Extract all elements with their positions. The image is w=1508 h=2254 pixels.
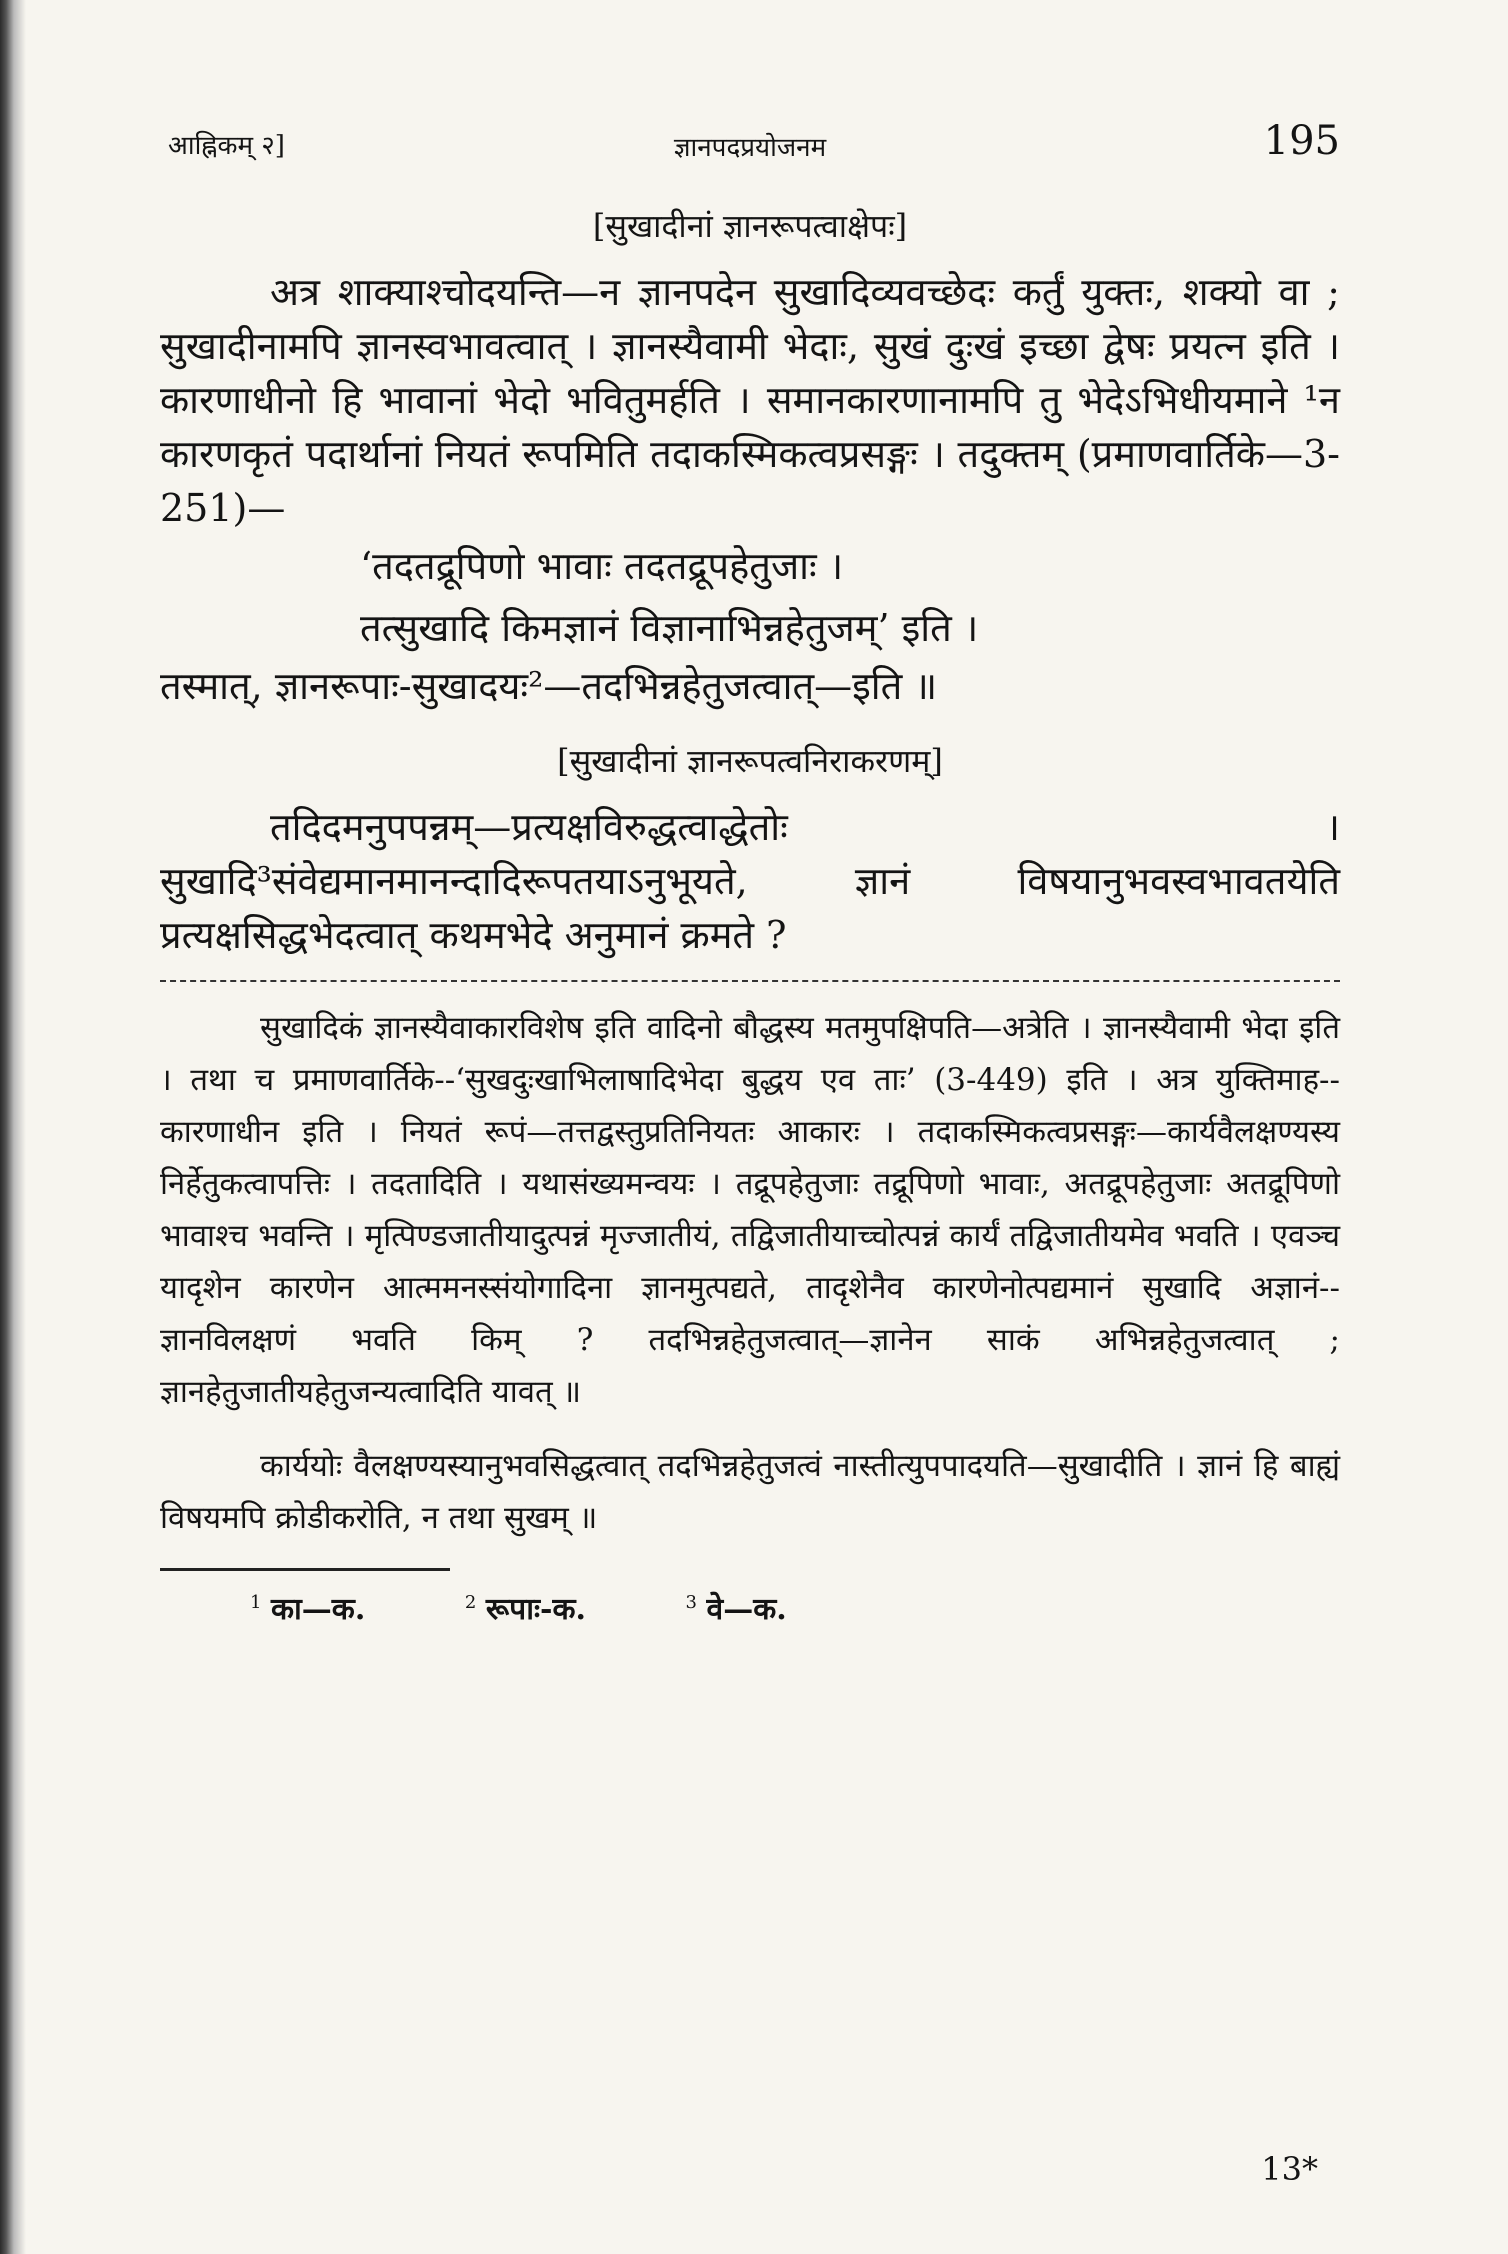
chapter-label: आह्निकम् २] [168, 131, 285, 161]
page-binding-shadow [0, 0, 26, 2254]
objection-conclusion: तस्मात्, ज्ञानरूपाः-सुखादयः²—तदभिन्नहेतुजत्वात्—इति ॥ [160, 664, 938, 708]
footnote-rule [160, 1568, 450, 1571]
footnote-3: $^3$ वे—क. [685, 1592, 787, 1627]
section-heading-objection: [सुखादीनां ज्ञानरूपत्वाक्षेपः] [592, 207, 908, 245]
commentary-divider [160, 980, 1340, 982]
verse-line-1: ‘तदतद्रूपिणो भावाः तदतद्रूपहेतुजाः । [360, 544, 844, 588]
refutation-text: तदिदमनुपपन्नम्—प्रत्यक्षविरुद्धत्वाद्धेतोः । सुखादि³संवेद्यमानमानन्दादिरूपतयाऽनुभूयते, ज्ञानं विषयानुभवस्वभावतयेति प्रत्यक्षसिद्धभेदत्वात् कथमभेदे अनुमानं क्रमते ? [160, 805, 1340, 957]
footnote-1: $^1$ का—क. [250, 1592, 366, 1627]
verse-line-2: तत्सुखादि किमज्ञानं विज्ञानाभिन्नहेतुजम्’ इति । [360, 606, 979, 650]
page-number: 195 [1263, 118, 1340, 164]
commentary-paragraph-2 [160, 1440, 1340, 1544]
main-paragraph-objection [160, 265, 1340, 535]
commentary-text-2: कार्ययोः वैलक्षण्यस्यानुभवसिद्धत्वात् तदभिन्नहेतुजत्वं नास्तीत्युपपादयति—सुखादीति । ज्ञानं हि बाह्यं विषयमपि क्रोडीकरोति, न तथा सुखम् ॥ [160, 1448, 1340, 1536]
section-heading-refutation: [सुखादीनां ज्ञानरूपत्वनिराकरणम्] [557, 742, 943, 780]
commentary-paragraph-1 [160, 1002, 1340, 1418]
book-page [160, 118, 1340, 1628]
running-title: ज्ञानपदप्रयोजनम [673, 133, 827, 163]
main-paragraph-refutation [160, 800, 1340, 962]
running-head [160, 118, 1340, 178]
footnotes [160, 1587, 1340, 1628]
commentary-text-1: सुखादिकं ज्ञानस्यैवाकारविशेष इति वादिनो बौद्धस्य मतमुपक्षिपति—अत्रेति । ज्ञानस्यैवामी भेदा इति । तथा च प्रमाणवार्तिके--‘सुखदुःखाभिलाषादिभेदा बुद्धय एव ताः’ (3-449) इति । अत्र युक्तिमाह--कारणाधीन इति । नियतं रूपं—तत्तद्वस्तुप्रतिनियतः आकारः । तदाकस्मिकत्वप्रसङ्गः—कार्यवैलक्षण्यस्य निर्हेतुकत्वापत्तिः । तदतादिति । यथासंख्यमन्वयः । तद्रूपहेतुजाः तद्रूपिणो भावाः, अतद्रूपहेतुजाः अतद्रूपिणो भावाश्च भवन्ति । मृत्पिण्डजातीयादुत्पन्नं मृज्जातीयं, तद्विजातीयाच्चोत्पन्नं कार्यं तद्विजातीयमेव भवति । एवञ्च यादृशेन कारणेन आत्ममनस्संयोगादिना ज्ञानमुत्पद्यते, तादृशेनैव कारणेनोत्पद्यमानं सुखादि अज्ञानं--ज्ञानविलक्षणं भवति किम् ? तदभिन्नहेतुजत्वात्—ज्ञानेन साकं अभिन्नहेतुजत्वात् ; ज्ञानहेतुजातीयहेतुजन्यत्वादिति यावत् ॥ [160, 1010, 1340, 1410]
objection-text: अत्र शाक्याश्चोदयन्ति—न ज्ञानपदेन सुखादिव्यवच्छेदः कर्तुं युक्तः, शक्यो वा ; सुखादीनामपि ज्ञानस्वभावत्वात् । ज्ञानस्यैवामी भेदाः, सुखं दुःखं इच्छा द्वेषः प्रयत्न इति । कारणाधीनो हि भावानां भेदो भवितुमर्हति । समानकारणानामपि तु भेदेऽभिधीयमाने ¹न कारणकृतं पदार्थानां नियतं रूपमिति तदाकस्मिकत्वप्रसङ्गः । तदुक्तम् (प्रमाणवार्तिके—3-251)— [160, 270, 1340, 530]
footnote-2: $^2$ रूपाः-क. [464, 1592, 586, 1627]
printer-signature-mark: 13* [1261, 2150, 1318, 2188]
